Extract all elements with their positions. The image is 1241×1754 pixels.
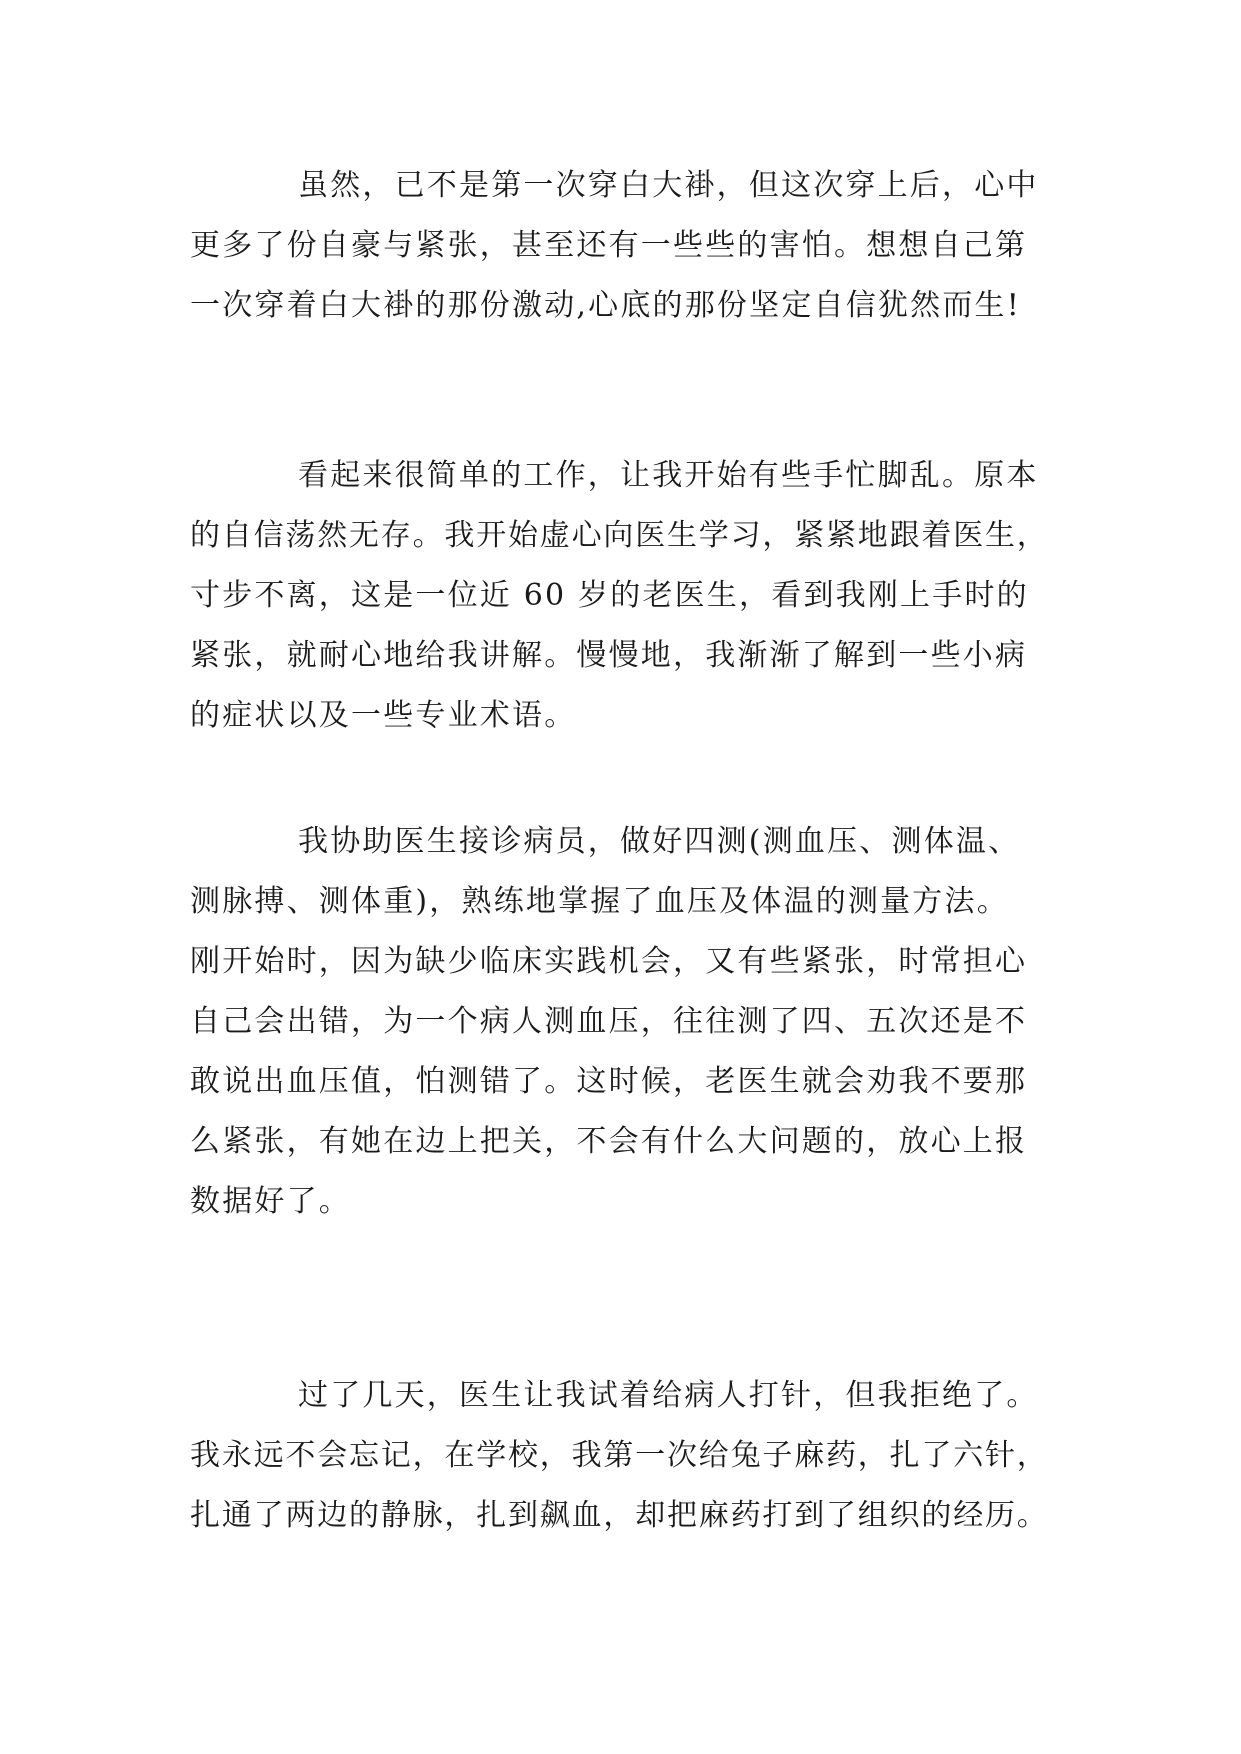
- text-line: 的自信荡然无存。我开始虚心向医生学习，紧紧地跟着医生，: [190, 518, 1049, 553]
- text-line: 我协助医生接诊病员，做好四测(测血压、测体温、: [298, 824, 1021, 859]
- text-line: 数据好了。: [190, 1184, 351, 1219]
- text-line: 过了几天，医生让我试着给病人打针，但我拒绝了。: [298, 1378, 1039, 1413]
- text-line: 寸步不离，这是一位近 60 岁的老医生，看到我刚上手时的: [190, 578, 1029, 613]
- text-line: 自己会出错，为一个病人测血压，往往测了四、五次还是不: [190, 1004, 1028, 1039]
- text-line: 敢说出血压值，怕测错了。这时候，老医生就会劝我不要那: [190, 1064, 1028, 1099]
- text-line: 更多了份自豪与紧张，甚至还有一些些的害怕。想想自己第: [190, 228, 1028, 263]
- text-line: 紧张，就耐心地给我讲解。慢慢地，我渐渐了解到一些小病: [190, 638, 1028, 673]
- text-line: 虽然，已不是第一次穿白大褂，但这次穿上后，心中: [298, 168, 1039, 203]
- text-line: 的症状以及一些专业术语。: [190, 698, 577, 733]
- paragraph-4: [190, 1366, 1050, 1546]
- text-line: 我永远不会忘记，在学校，我第一次给兔子麻药，扎了六针，: [190, 1438, 1049, 1473]
- paragraph-2: [190, 446, 1050, 746]
- paragraph-1: [190, 156, 1050, 336]
- text-line: 刚开始时，因为缺少临床实践机会，又有些紧张，时常担心: [190, 944, 1028, 979]
- paragraph-3: [190, 812, 1050, 1232]
- text-line: 一次穿着白大褂的那份激动,心底的那份坚定自信犹然而生!: [190, 288, 1021, 323]
- text-line: 么紧张，有她在边上把关，不会有什么大问题的，放心上报: [190, 1124, 1028, 1159]
- text-line: 扎通了两边的静脉，扎到飙血，却把麻药打到了组织的经历。: [190, 1498, 1049, 1533]
- text-line: 看起来很简单的工作，让我开始有些手忙脚乱。原本: [298, 458, 1039, 493]
- text-line: 测脉搏、测体重)，熟练地掌握了血压及体温的测量方法。: [190, 884, 1009, 919]
